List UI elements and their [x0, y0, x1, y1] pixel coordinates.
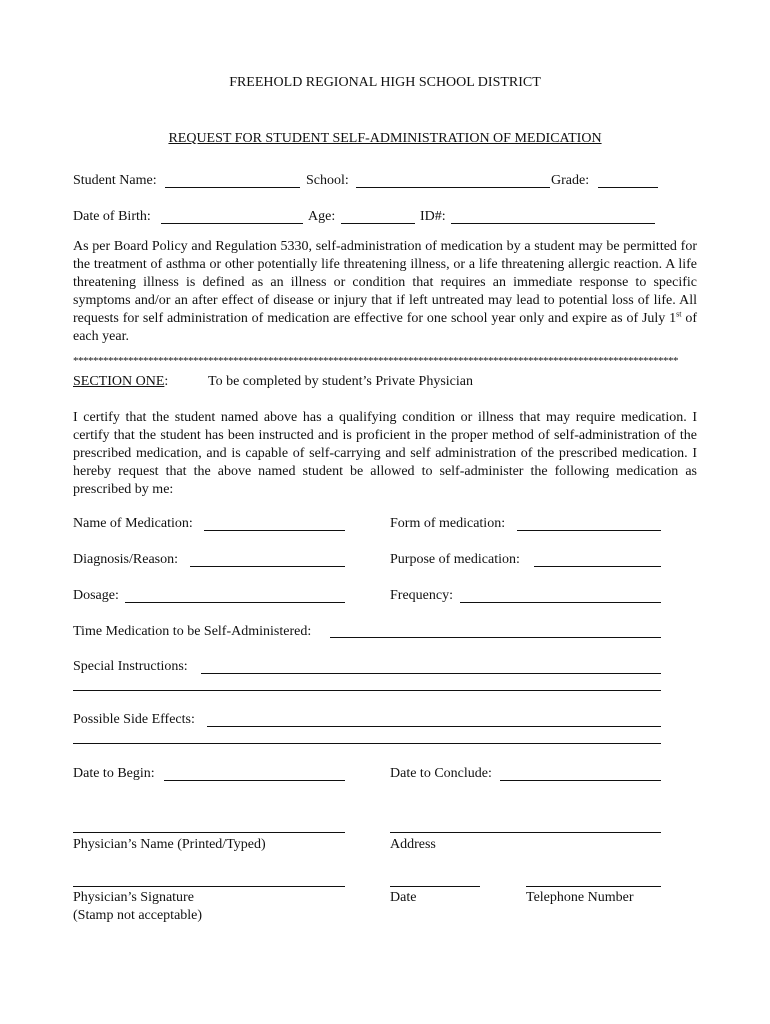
form-title	[0, 131, 770, 147]
policy-text-end: of each year.	[73, 311, 697, 344]
date-conclude-label: Date to Conclude:	[390, 766, 492, 781]
dosage-label: Dosage:	[73, 588, 119, 603]
special-instructions-field[interactable]	[201, 673, 661, 674]
purpose-label: Purpose of medication:	[390, 552, 520, 567]
district-name: FREEHOLD REGIONAL HIGH SCHOOL DISTRICT	[229, 75, 541, 90]
student-name-label: Student Name:	[73, 173, 157, 188]
special-instructions-label: Special Instructions:	[73, 659, 188, 674]
medication-name-label: Name of Medication:	[73, 516, 193, 531]
dob-field[interactable]	[161, 223, 303, 224]
side-effects-field[interactable]	[207, 726, 661, 727]
address-label: Address	[390, 837, 436, 852]
purpose-field[interactable]	[534, 566, 661, 567]
student-name-field[interactable]	[165, 187, 300, 188]
policy-paragraph	[73, 238, 697, 346]
id-field[interactable]	[451, 223, 655, 224]
certification-paragraph: I certify that the student named above has a qualifying condition or illness that may require medication. I certify that the student has been instructed and is proficient in the proper method of self-administration of the prescribed medication, and is capable of self-carrying and self administration of the prescribed medication. I hereby request that the above named student be allowed to self-administer the following medication as prescribed by me:	[73, 410, 697, 497]
diagnosis-label: Diagnosis/Reason:	[73, 552, 178, 567]
side-effects-label: Possible Side Effects:	[73, 712, 195, 727]
medication-name-field[interactable]	[204, 530, 345, 531]
frequency-label: Frequency:	[390, 588, 453, 603]
age-label: Age:	[308, 209, 336, 224]
section-one-label: SECTION ONE	[73, 374, 165, 389]
date-begin-label: Date to Begin:	[73, 766, 155, 781]
stamp-note: (Stamp not acceptable)	[73, 908, 203, 923]
time-administered-label: Time Medication to be Self-Administered:	[73, 624, 312, 639]
section-one-colon: :	[164, 374, 169, 389]
physician-name-line[interactable]	[73, 832, 345, 833]
frequency-field[interactable]	[460, 602, 661, 603]
medication-form-field[interactable]	[517, 530, 661, 531]
school-field[interactable]	[356, 187, 550, 188]
section-one-heading	[73, 374, 168, 390]
address-line[interactable]	[390, 832, 661, 833]
telephone-line[interactable]	[526, 886, 661, 887]
physician-signature-line[interactable]	[73, 886, 345, 887]
physician-signature-label: Physician’s Signature	[73, 890, 194, 905]
date-begin-field[interactable]	[164, 780, 345, 781]
school-label: School:	[306, 173, 349, 188]
time-administered-field[interactable]	[330, 637, 661, 638]
form-title-text: REQUEST FOR STUDENT SELF-ADMINISTRATION OF MEDICATION	[168, 131, 602, 146]
special-instructions-field-line-2[interactable]	[73, 690, 661, 691]
side-effects-field-line-2[interactable]	[73, 743, 661, 744]
date-label: Date	[390, 890, 417, 905]
diagnosis-field[interactable]	[190, 566, 345, 567]
date-line[interactable]	[390, 886, 480, 887]
telephone-label: Telephone Number	[526, 890, 634, 905]
age-field[interactable]	[341, 223, 415, 224]
dosage-field[interactable]	[125, 602, 345, 603]
policy-text: As per Board Policy and Regulation 5330, self-administration of medication by a student may be permitted for the treatment of asthma or other potentially life threatening illness, or a life threatening allergic reaction. A life threatening illness is defined as an illness or condition that requires an immediate response to specific symptoms and/or an after effect of disease or injury that if left untreated may lead to potential loss of life. All requests for self administration of medication are effective for one school year only and expire as of July 1	[73, 239, 697, 326]
medication-form-label: Form of medication:	[390, 516, 506, 531]
grade-field[interactable]	[598, 187, 658, 188]
id-label: ID#:	[420, 209, 446, 224]
asterisk-divider: *************************************************************************************************************************	[73, 355, 678, 367]
physician-name-label: Physician’s Name (Printed/Typed)	[73, 837, 266, 852]
dob-label: Date of Birth:	[73, 209, 151, 224]
policy-superscript: st	[676, 309, 682, 319]
section-one-instruction: To be completed by student’s Private Physician	[208, 374, 473, 389]
date-conclude-field[interactable]	[500, 780, 661, 781]
grade-label: Grade:	[551, 173, 590, 188]
